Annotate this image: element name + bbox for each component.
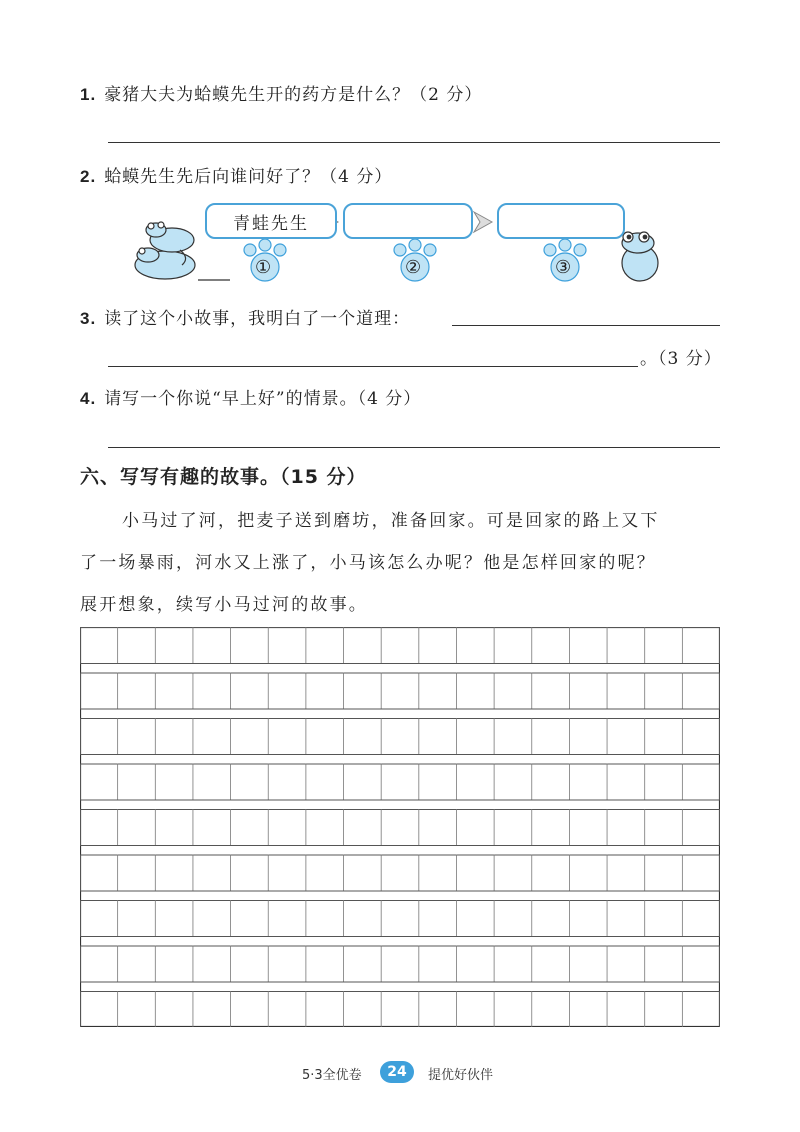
prompt-line-3: 展开想象，续写小马过河的故事。 [80, 595, 368, 615]
prompt-line-2: 了一场暴雨，河水又上涨了，小马该怎么办呢？他是怎样回家的呢？ [80, 553, 656, 573]
answer-line-1[interactable] [108, 142, 720, 143]
frog-icon [622, 232, 658, 281]
question-text: 蛤蟆先生先后向谁问好了？（4 分） [104, 167, 393, 187]
answer-box-3[interactable] [497, 203, 625, 239]
question-number: 3. [80, 309, 97, 328]
paw-label-1: ① [255, 257, 272, 278]
question-number: 2. [80, 167, 97, 186]
writing-grid[interactable] [80, 627, 720, 1027]
question-3-score: 。（3 分） [640, 349, 722, 369]
answer-line-3a[interactable] [452, 325, 720, 326]
footer-brand: 5·3全优卷 [302, 1068, 362, 1083]
prompt-line-1: 小马过了河，把麦子送到磨坊，准备回家。可是回家的路上又下 [122, 511, 660, 531]
answer-box-2[interactable] [343, 203, 473, 239]
arrow-right-icon [474, 212, 492, 232]
grid-row[interactable] [81, 627, 720, 664]
grid-row[interactable] [81, 764, 720, 801]
question-2 [80, 162, 392, 187]
question-text: 读了这个小故事，我明白了一个道理： [104, 309, 411, 329]
grid-row[interactable] [81, 946, 720, 983]
page-number: 24 [380, 1061, 414, 1083]
question-text: 请写一个你说“早上好”的情景。（4 分） [104, 389, 422, 409]
grid-row[interactable] [81, 718, 720, 755]
grid-row[interactable] [81, 900, 720, 937]
grid-row[interactable] [81, 673, 720, 710]
question-number: 1. [80, 85, 97, 104]
grid-row[interactable] [81, 809, 720, 846]
answer-line-4[interactable] [108, 447, 720, 448]
question-number: 4. [80, 389, 97, 408]
paw-label-3: ③ [555, 257, 572, 278]
paw-label-2: ② [405, 257, 422, 278]
answer-line-3b[interactable] [108, 366, 638, 367]
question-3 [80, 304, 410, 329]
section-title: 六、写写有趣的故事。（15 分） [80, 466, 367, 488]
answer-box-1 [205, 203, 337, 239]
question-text: 豪猪大夫为蛤蟆先生开的药方是什么？（2 分） [104, 85, 483, 105]
question-1 [80, 80, 482, 105]
question-4 [80, 384, 421, 409]
grid-row[interactable] [81, 991, 720, 1027]
grid-row[interactable] [81, 855, 720, 892]
frog-pair-icon [135, 222, 195, 279]
grid-border [81, 628, 720, 1027]
footer-slogan: 提优好伙伴 [428, 1068, 494, 1083]
answer-box-text: 青蛙先生 [233, 213, 309, 234]
